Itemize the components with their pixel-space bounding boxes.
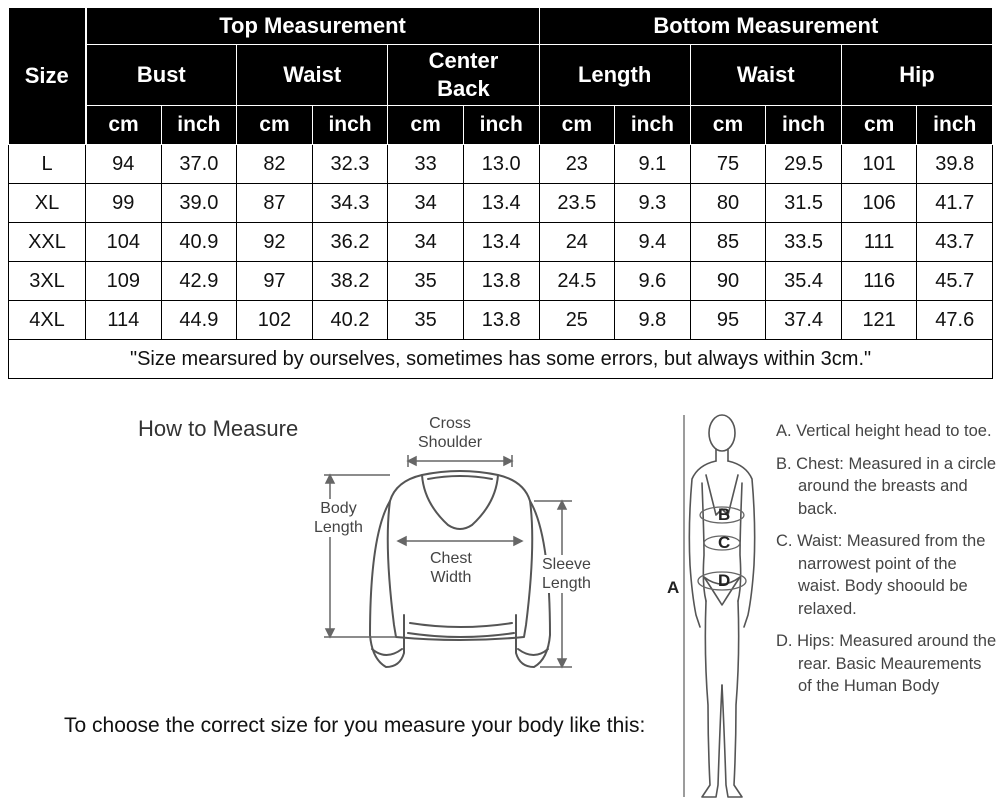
unit-cell: inch — [312, 106, 388, 145]
measurement-cell: 40.2 — [312, 301, 388, 340]
sleeve-length-label-line1: Sleeve — [542, 556, 591, 573]
top-measurement-header: Top Measurement — [86, 8, 540, 45]
cross-shoulder-label — [418, 414, 482, 452]
sleeve-length-label-line2: Length — [542, 575, 591, 592]
body-length-label-line1: Body — [320, 500, 357, 517]
measurement-legend — [776, 420, 998, 708]
size-chart-table — [8, 7, 993, 379]
measurement-cell: 94 — [86, 145, 162, 184]
measurement-cell: 97 — [237, 262, 313, 301]
measurement-cell: 9.1 — [615, 145, 691, 184]
unit-cell: inch — [917, 106, 993, 145]
measurement-cell: 13.4 — [463, 184, 539, 223]
size-cell: L — [9, 145, 86, 184]
measurement-cell: 23 — [539, 145, 615, 184]
measurement-cell: 38.2 — [312, 262, 388, 301]
measurement-cell: 33 — [388, 145, 464, 184]
marker-b: B — [718, 505, 731, 524]
measurement-cell: 47.6 — [917, 301, 993, 340]
unit-cell: cm — [841, 106, 917, 145]
measurement-cell: 82 — [237, 145, 313, 184]
unit-cell: inch — [615, 106, 691, 145]
col-length: Length — [539, 45, 690, 106]
sweater-diagram — [300, 405, 620, 680]
measurement-cell: 13.4 — [463, 223, 539, 262]
measurement-cell: 36.2 — [312, 223, 388, 262]
measurement-cell: 13.0 — [463, 145, 539, 184]
legend-text-c: C. Waist: Measured from the narrowest point of the waist. Body shoould be relaxed. — [776, 532, 986, 618]
sleeve-length-label — [542, 555, 591, 593]
unit-cell: cm — [237, 106, 313, 145]
measurement-cell: 24.5 — [539, 262, 615, 301]
size-header: Size — [9, 8, 86, 145]
measurement-cell: 40.9 — [161, 223, 237, 262]
table-row — [9, 301, 993, 340]
cross-shoulder-label-line2: Shoulder — [418, 434, 483, 451]
chest-width-label — [430, 549, 472, 587]
measurement-cell: 106 — [841, 184, 917, 223]
measurement-cell: 9.6 — [615, 262, 691, 301]
column-header-row — [9, 45, 993, 106]
body-figure-diagram — [662, 405, 762, 807]
chest-width-label-line2: Width — [430, 569, 472, 586]
unit-cell: cm — [86, 106, 162, 145]
measurement-cell: 80 — [690, 184, 766, 223]
measurement-cell: 37.0 — [161, 145, 237, 184]
measurement-cell: 116 — [841, 262, 917, 301]
measurement-cell: 9.4 — [615, 223, 691, 262]
size-cell: 4XL — [9, 301, 86, 340]
legend-text-a: A. Vertical height head to toe. — [776, 422, 992, 440]
measurement-cell: 31.5 — [766, 184, 842, 223]
table-row — [9, 223, 993, 262]
measurement-cell: 37.4 — [766, 301, 842, 340]
measurement-cell: 41.7 — [917, 184, 993, 223]
table-row — [9, 145, 993, 184]
measurement-cell: 35 — [388, 262, 464, 301]
size-cell: XL — [9, 184, 86, 223]
measurement-cell: 114 — [86, 301, 162, 340]
unit-cell: inch — [766, 106, 842, 145]
chest-width-label-line1: Chest — [430, 550, 472, 567]
col-center-back — [388, 45, 539, 106]
size-cell: 3XL — [9, 262, 86, 301]
body-length-label — [314, 499, 363, 537]
note-row — [9, 340, 993, 379]
measurement-cell: 101 — [841, 145, 917, 184]
col-top-waist: Waist — [237, 45, 388, 106]
measurement-cell: 85 — [690, 223, 766, 262]
measurement-cell: 111 — [841, 223, 917, 262]
unit-cell: inch — [161, 106, 237, 145]
legend-item-b — [776, 453, 998, 521]
unit-cell: cm — [539, 106, 615, 145]
measurement-cell: 90 — [690, 262, 766, 301]
measure-instruction: To choose the correct size for you measure your body like this: — [64, 714, 646, 737]
how-to-measure-title: How to Measure — [138, 416, 299, 441]
col-center-back-label: Center Back — [428, 48, 499, 101]
measurement-cell: 34 — [388, 223, 464, 262]
measurement-cell: 42.9 — [161, 262, 237, 301]
measurement-cell: 23.5 — [539, 184, 615, 223]
measurement-cell: 35 — [388, 301, 464, 340]
measurement-cell: 9.3 — [615, 184, 691, 223]
bottom-measurement-header: Bottom Measurement — [539, 8, 993, 45]
col-hip: Hip — [841, 45, 992, 106]
measurement-cell: 43.7 — [917, 223, 993, 262]
legend-item-c — [776, 530, 998, 620]
legend-text-b: B. Chest: Measured in a circle around the breasts and back. — [776, 454, 997, 518]
size-cell: XXL — [9, 223, 86, 262]
measurement-cell: 9.8 — [615, 301, 691, 340]
unit-cell: inch — [463, 106, 539, 145]
measurement-cell: 34.3 — [312, 184, 388, 223]
measurement-cell: 109 — [86, 262, 162, 301]
measurement-cell: 99 — [86, 184, 162, 223]
measurement-cell: 13.8 — [463, 262, 539, 301]
body-length-label-line2: Length — [314, 519, 363, 536]
measurement-cell: 24 — [539, 223, 615, 262]
measurement-cell: 39.8 — [917, 145, 993, 184]
measurement-cell: 33.5 — [766, 223, 842, 262]
measurement-cell: 44.9 — [161, 301, 237, 340]
measurement-cell: 121 — [841, 301, 917, 340]
unit-header-row — [9, 106, 993, 145]
col-bust: Bust — [86, 45, 237, 106]
measurement-cell: 13.8 — [463, 301, 539, 340]
marker-a: A — [667, 578, 680, 597]
measurement-note: "Size mearsured by ourselves, sometimes has some errors, but always within 3cm." — [9, 340, 993, 379]
human-body-illustration — [662, 405, 762, 807]
legend-item-a — [776, 420, 998, 443]
col-bottom-waist: Waist — [690, 45, 841, 106]
marker-d: D — [718, 571, 731, 590]
marker-c: C — [718, 533, 731, 552]
measurement-cell: 39.0 — [161, 184, 237, 223]
measurement-cell: 75 — [690, 145, 766, 184]
measurement-cell: 45.7 — [917, 262, 993, 301]
table-row — [9, 184, 993, 223]
measurement-cell: 87 — [237, 184, 313, 223]
legend-text-d: D. Hips: Measured around the rear. Basic Meaurements of the Human Body — [776, 632, 997, 695]
unit-cell: cm — [388, 106, 464, 145]
measurement-cell: 92 — [237, 223, 313, 262]
measurement-cell: 29.5 — [766, 145, 842, 184]
measurement-cell: 95 — [690, 301, 766, 340]
cross-shoulder-label-line1: Cross — [429, 415, 471, 432]
table-row — [9, 262, 993, 301]
measurement-cell: 32.3 — [312, 145, 388, 184]
measurement-cell: 102 — [237, 301, 313, 340]
unit-cell: cm — [690, 106, 766, 145]
measurement-cell: 35.4 — [766, 262, 842, 301]
measurement-cell: 104 — [86, 223, 162, 262]
group-header-row — [9, 8, 993, 45]
measurement-cell: 25 — [539, 301, 615, 340]
legend-item-d — [776, 630, 998, 698]
measurement-cell: 34 — [388, 184, 464, 223]
